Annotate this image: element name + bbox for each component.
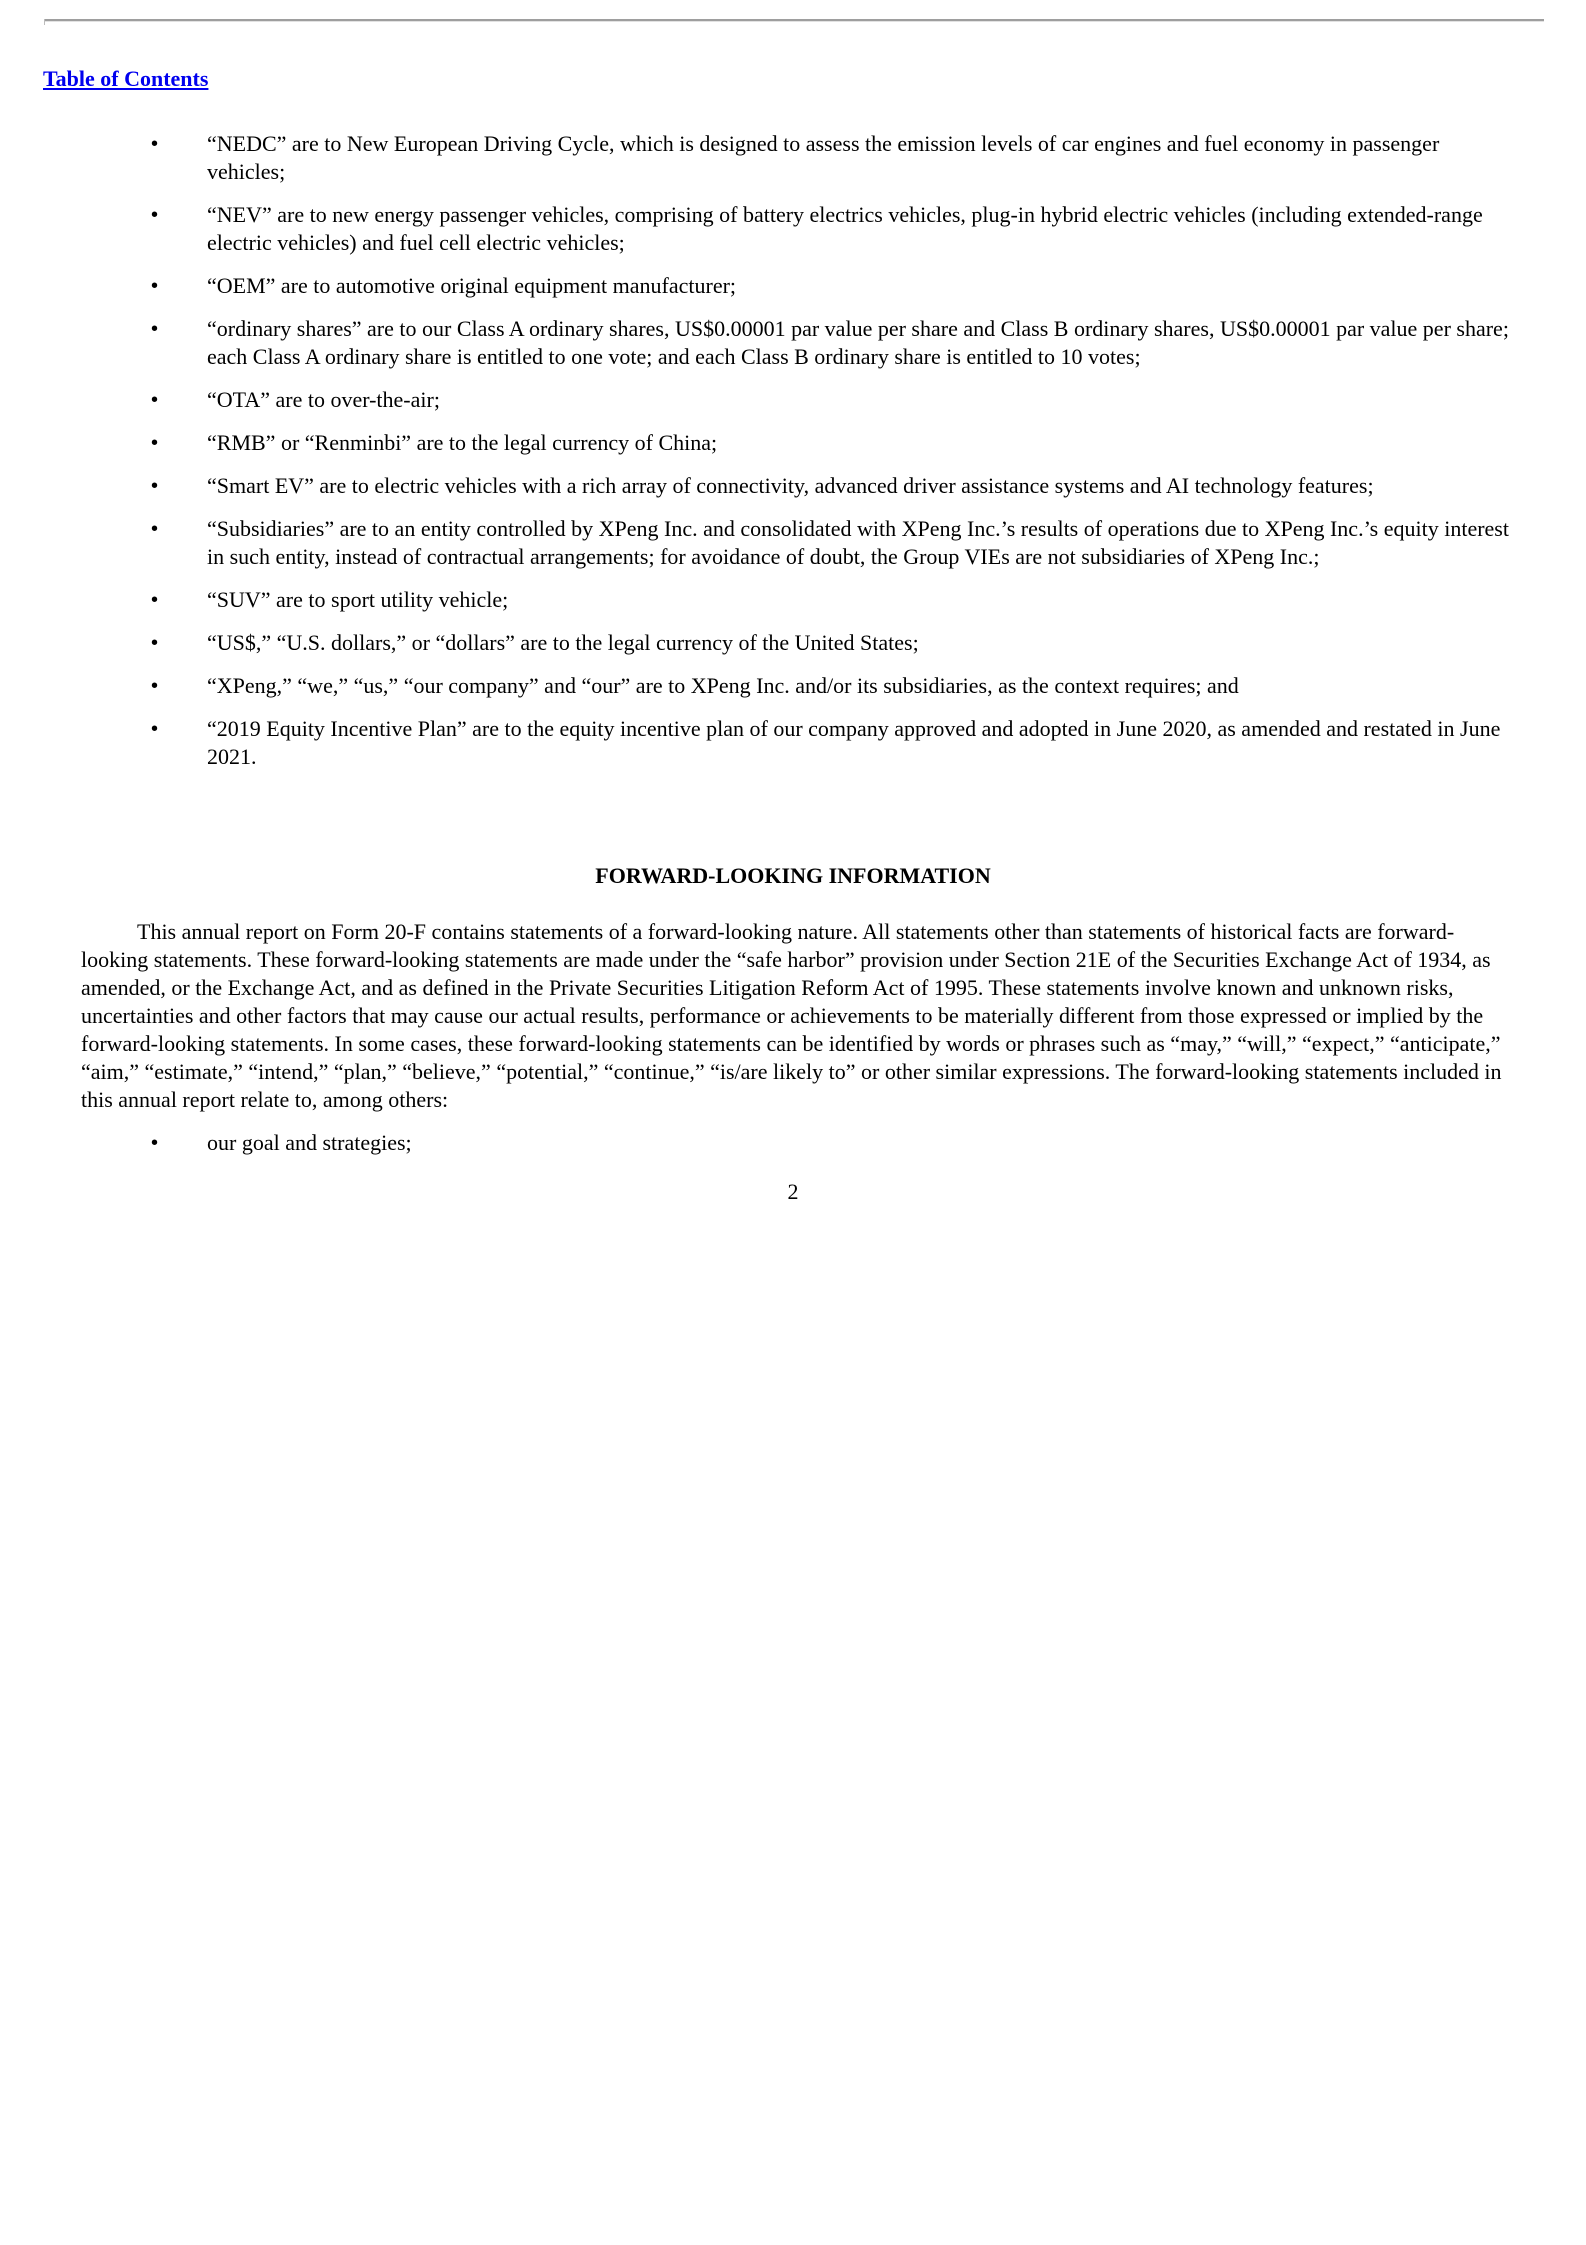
list-item (0, 715, 1512, 771)
table-of-contents-link[interactable]: Table of Contents (43, 66, 209, 91)
top-divider (44, 19, 1544, 22)
list-item-text: “NEV” are to new energy passenger vehicles, comprising of battery electrics vehicles, plug-in hybrid electric vehicles (including extended-range electric vehicles) and fuel cell electric vehicles; (207, 202, 1483, 255)
list-item (0, 130, 1512, 186)
bullet-icon: • (151, 318, 159, 340)
list-item (0, 201, 1512, 257)
bullet-icon: • (151, 718, 159, 740)
bullet-icon: • (151, 518, 159, 540)
list-item-text: “2019 Equity Incentive Plan” are to the equity incentive plan of our company approved and adopted in June 2020, as amended and restated in June 2021. (207, 716, 1501, 769)
list-item-text: “Subsidiaries” are to an entity controlled by XPeng Inc. and consolidated with XPeng Inc.’s results of operations due to XPeng Inc.’s equity interest in such entity, instead of contractual arrangements; for avoidance of doubt, the Group VIEs are not subsidiaries of XPeng Inc.; (207, 516, 1509, 569)
list-item-text: “OTA” are to over-the-air; (207, 387, 440, 412)
bullet-icon: • (151, 133, 159, 155)
page-number: 2 (787, 1179, 799, 1204)
list-item-text: “NEDC” are to New European Driving Cycle, which is designed to assess the emission levels of car engines and fuel economy in passenger vehicles; (207, 131, 1440, 184)
list-item-text: “OEM” are to automotive original equipment manufacturer; (207, 273, 737, 298)
bullet-icon: • (151, 475, 159, 497)
list-item (0, 472, 1512, 500)
forward-looking-list (0, 1129, 1586, 1172)
list-item-text: “ordinary shares” are to our Class A ordinary shares, US$0.00001 par value per share and Class B ordinary shares, US$0.00001 par value per share; each Class A ordinary share is entitled to one vote; and each Class B ordinary share is entitled to 10 votes; (207, 316, 1509, 369)
list-item (0, 586, 1512, 614)
bullet-icon: • (151, 632, 159, 654)
bullet-icon: • (151, 432, 159, 454)
list-item-text: “Smart EV” are to electric vehicles with a rich array of connectivity, advanced driver assistance systems and AI technology features; (207, 473, 1374, 498)
definitions-list (0, 130, 1586, 786)
list-item-text: “XPeng,” “we,” “us,” “our company” and “our” are to XPeng Inc. and/or its subsidiaries, as the context requires; and (207, 673, 1239, 698)
list-item-text: our goal and strategies; (207, 1130, 412, 1155)
bullet-icon: • (151, 275, 159, 297)
list-item-text: “US$,” “U.S. dollars,” or “dollars” are to the legal currency of the United States; (207, 630, 919, 655)
list-item-text: “RMB” or “Renminbi” are to the legal currency of China; (207, 430, 718, 455)
section-heading: FORWARD-LOOKING INFORMATION (595, 863, 991, 888)
bullet-icon: • (151, 589, 159, 611)
list-item-text: “SUV” are to sport utility vehicle; (207, 587, 509, 612)
list-item (0, 315, 1512, 371)
bullet-icon: • (151, 1132, 159, 1154)
forward-looking-paragraph: This annual report on Form 20-F contains statements of a forward-looking nature. All statements other than statements of historical facts are forward-looking statements. These forward-looking statements are made under the “safe harbor” provision under Section 21E of the Securities Exchange Act of 1934, as amended, or the Exchange Act, and as defined in the Private Securities Litigation Reform Act of 1995. These statements involve known and unknown risks, uncertainties and other factors that may cause our actual results, performance or achievements to be materially different from those expressed or implied by the forward-looking statements. In some cases, these forward-looking statements can be identified by words or phrases such as “may,” “will,” “expect,” “anticipate,” “aim,” “estimate,” “intend,” “plan,” “believe,” “potential,” “continue,” “is/are likely to” or other similar expressions. The forward-looking statements included in this annual report relate to, among others: (81, 919, 1502, 1112)
list-item (0, 672, 1512, 700)
bullet-icon: • (151, 389, 159, 411)
list-item (0, 386, 1512, 414)
list-item (0, 1129, 1512, 1157)
bullet-icon: • (151, 675, 159, 697)
list-item (0, 629, 1512, 657)
list-item (0, 272, 1512, 300)
bullet-icon: • (151, 204, 159, 226)
list-item (0, 429, 1512, 457)
list-item (0, 515, 1512, 571)
